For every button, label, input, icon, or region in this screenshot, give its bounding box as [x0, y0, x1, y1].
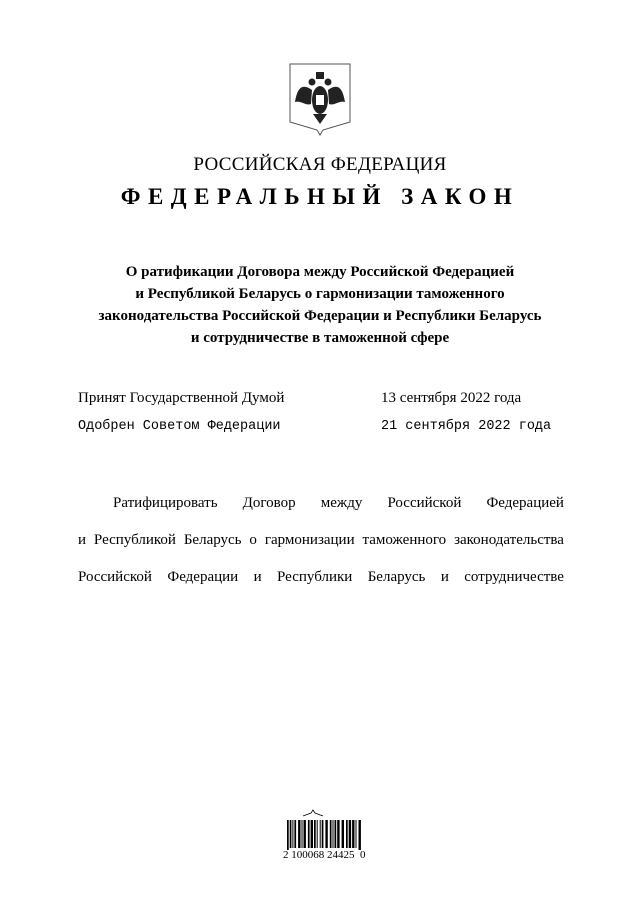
barcode-bar: [349, 820, 351, 848]
council-approval-label: Одобрен Советом Федерации: [78, 419, 281, 434]
body-line: [78, 569, 564, 586]
barcode-bar: [317, 820, 318, 848]
barcode-bar: [359, 820, 361, 850]
barcode-bar: [298, 820, 300, 848]
body-word: законодательства: [454, 532, 564, 548]
body-word: таможенного: [362, 532, 447, 548]
barcode-number: 2 100068 24425 0: [283, 849, 366, 861]
duma-adoption-label: Принят Государственной Думой: [78, 390, 285, 406]
duma-adoption-date: 13 сентября 2022 года: [381, 390, 522, 406]
body-word: Беларусь: [183, 532, 242, 548]
barcode-bar: [342, 820, 344, 848]
body-word: Федерацией: [486, 495, 564, 511]
barcode-bar: [320, 820, 321, 848]
body-word: сотрудничестве: [464, 569, 564, 585]
body-word: и: [440, 569, 449, 585]
barcode-bar: [292, 820, 293, 848]
body-line: [78, 532, 564, 549]
barcode-bar: [346, 820, 348, 848]
law-title: [0, 261, 640, 349]
barcode-bar: [330, 820, 332, 848]
body-word: гармонизации: [264, 532, 355, 548]
coat-of-arms-emblem: [287, 60, 353, 138]
barcode-bar: [314, 820, 316, 848]
body-line: [113, 495, 564, 512]
body-word: Беларусь: [367, 569, 426, 585]
body-word: Республикой: [93, 532, 176, 548]
country-name: РОССИЙСКАЯ ФЕДЕРАЦИЯ: [193, 154, 447, 175]
title-line: О ратификации Договора между Российской Федерацией: [125, 264, 515, 280]
body-word: и: [78, 532, 87, 548]
body-word: Ратифицировать: [113, 495, 218, 511]
body-word: между: [320, 495, 363, 511]
law-type-heading: ФЕДЕРАЛЬНЫЙ ЗАКОН: [120, 184, 520, 209]
barcode-bar: [311, 820, 313, 848]
body-word: Республики: [277, 569, 353, 585]
body-word: и: [253, 569, 262, 585]
barcode-bar: [290, 820, 292, 848]
barcode-bar: [294, 820, 296, 848]
body-word: Российской: [387, 495, 462, 511]
barcode-bar: [304, 820, 306, 848]
barcode-bar: [322, 820, 324, 848]
barcode-mark-icon: [303, 810, 323, 816]
title-line: законодательства Российской Федерации и Республики Беларусь: [98, 308, 542, 324]
body-word: Федерации: [167, 569, 239, 585]
title-line: и сотрудничестве в таможенной сфере: [190, 330, 450, 346]
barcode-bar: [308, 820, 310, 848]
barcode-bar: [287, 820, 289, 850]
barcode-bar: [352, 820, 354, 848]
body-word: о: [249, 532, 257, 548]
body-word: Российской: [78, 569, 152, 585]
body-word: Договор: [242, 495, 296, 511]
barcode-bar: [356, 820, 357, 848]
barcode-bar: [337, 820, 339, 848]
barcode-bar: [302, 820, 303, 848]
barcode-bar: [335, 820, 337, 848]
title-line: и Республикой Беларусь о гармонизации таможенного: [135, 286, 505, 302]
barcode-bar: [333, 820, 334, 848]
council-approval-date: 21 сентября 2022 года: [381, 419, 552, 434]
barcode-bar: [325, 820, 327, 848]
